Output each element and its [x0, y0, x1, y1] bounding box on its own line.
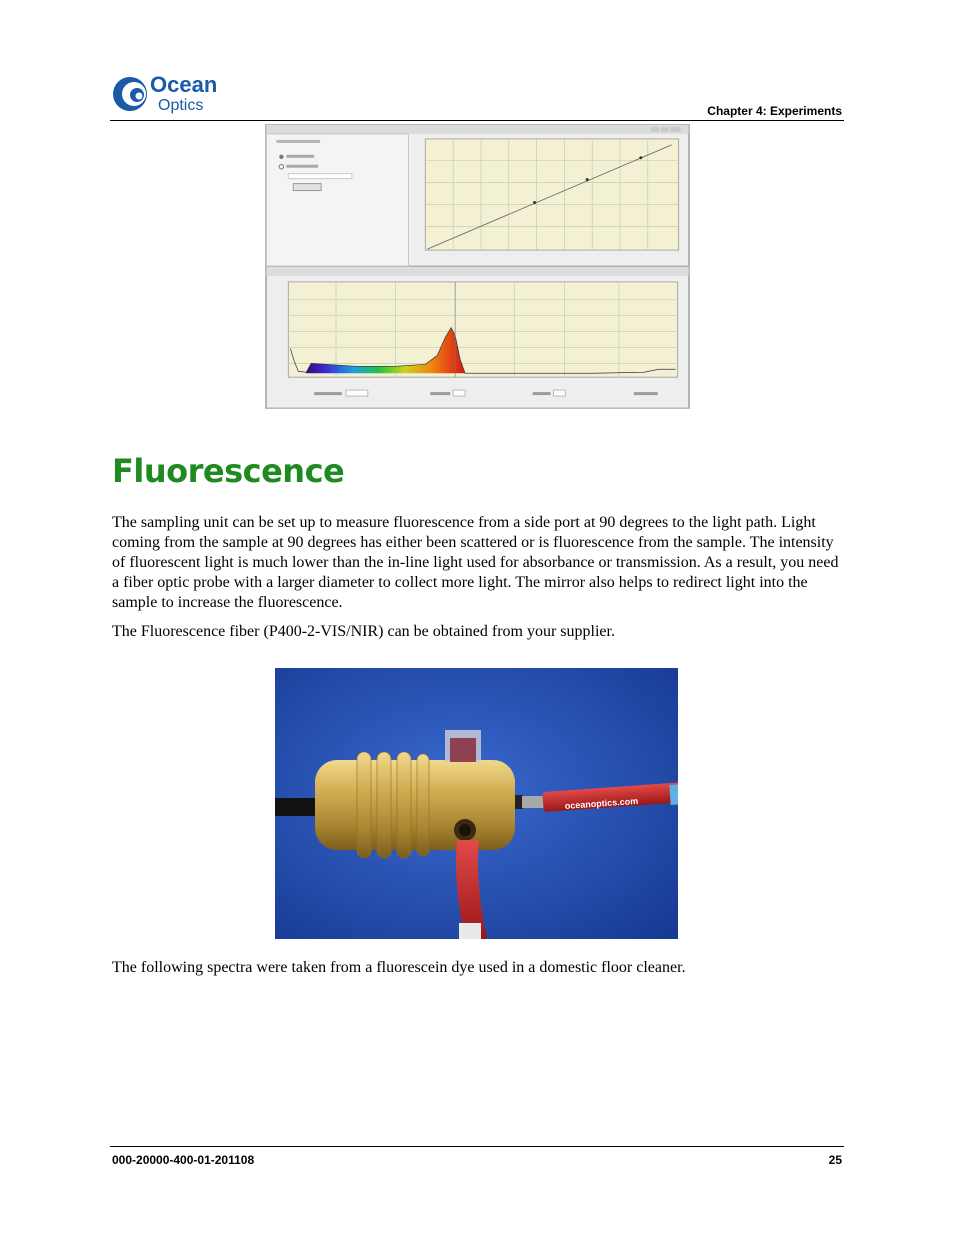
body-paragraph: The following spectra were taken from a fluorescein dye used in a domestic floor cleaner. — [112, 959, 686, 976]
document-number: 000-20000-400-01-201108 — [112, 1153, 255, 1167]
cable-label: oceanoptics.com — [564, 795, 639, 811]
body-paragraph: The Fluorescence fiber (P400-2-VIS/NIR) can be obtained from your supplier. — [112, 623, 615, 640]
sampling-unit-photo — [275, 668, 678, 939]
logo-word-ocean: Ocean — [150, 72, 218, 97]
logo-wave-icon — [113, 77, 147, 111]
radio-option-1 — [279, 155, 283, 159]
spectrum-window — [266, 267, 688, 408]
spectrum-plot — [288, 282, 677, 377]
footer-rule — [110, 1146, 844, 1147]
chapter-title: Chapter 4: Experiments — [707, 104, 842, 118]
section-heading: Fluorescence — [112, 452, 345, 490]
calibration-plot — [425, 139, 678, 250]
header-rule — [110, 120, 844, 121]
software-screenshot — [265, 124, 690, 409]
window-controls — [651, 127, 681, 132]
apply-button — [293, 184, 321, 191]
cuvette — [445, 730, 481, 762]
logo-word-optics: Optics — [158, 97, 204, 114]
body-paragraph: The sampling unit can be set up to measure fluorescence from a side port at 90 degrees to the light path. Light coming from the sample at 90 degrees has either been scattered or is fluorescence from the sample. The intensity of fluorescent light is much lower than the in-line light used for absorbance or transmission. As a result, you need a fiber optic probe with a larger diameter to collect more light. The mirror also helps to redirect light into the sample to increase the fluorescence. — [112, 514, 839, 611]
calibration-window — [266, 125, 688, 266]
gold-sample-holder — [315, 752, 515, 858]
page-number: 25 — [828, 1153, 842, 1167]
ocean-optics-logo — [110, 70, 230, 116]
